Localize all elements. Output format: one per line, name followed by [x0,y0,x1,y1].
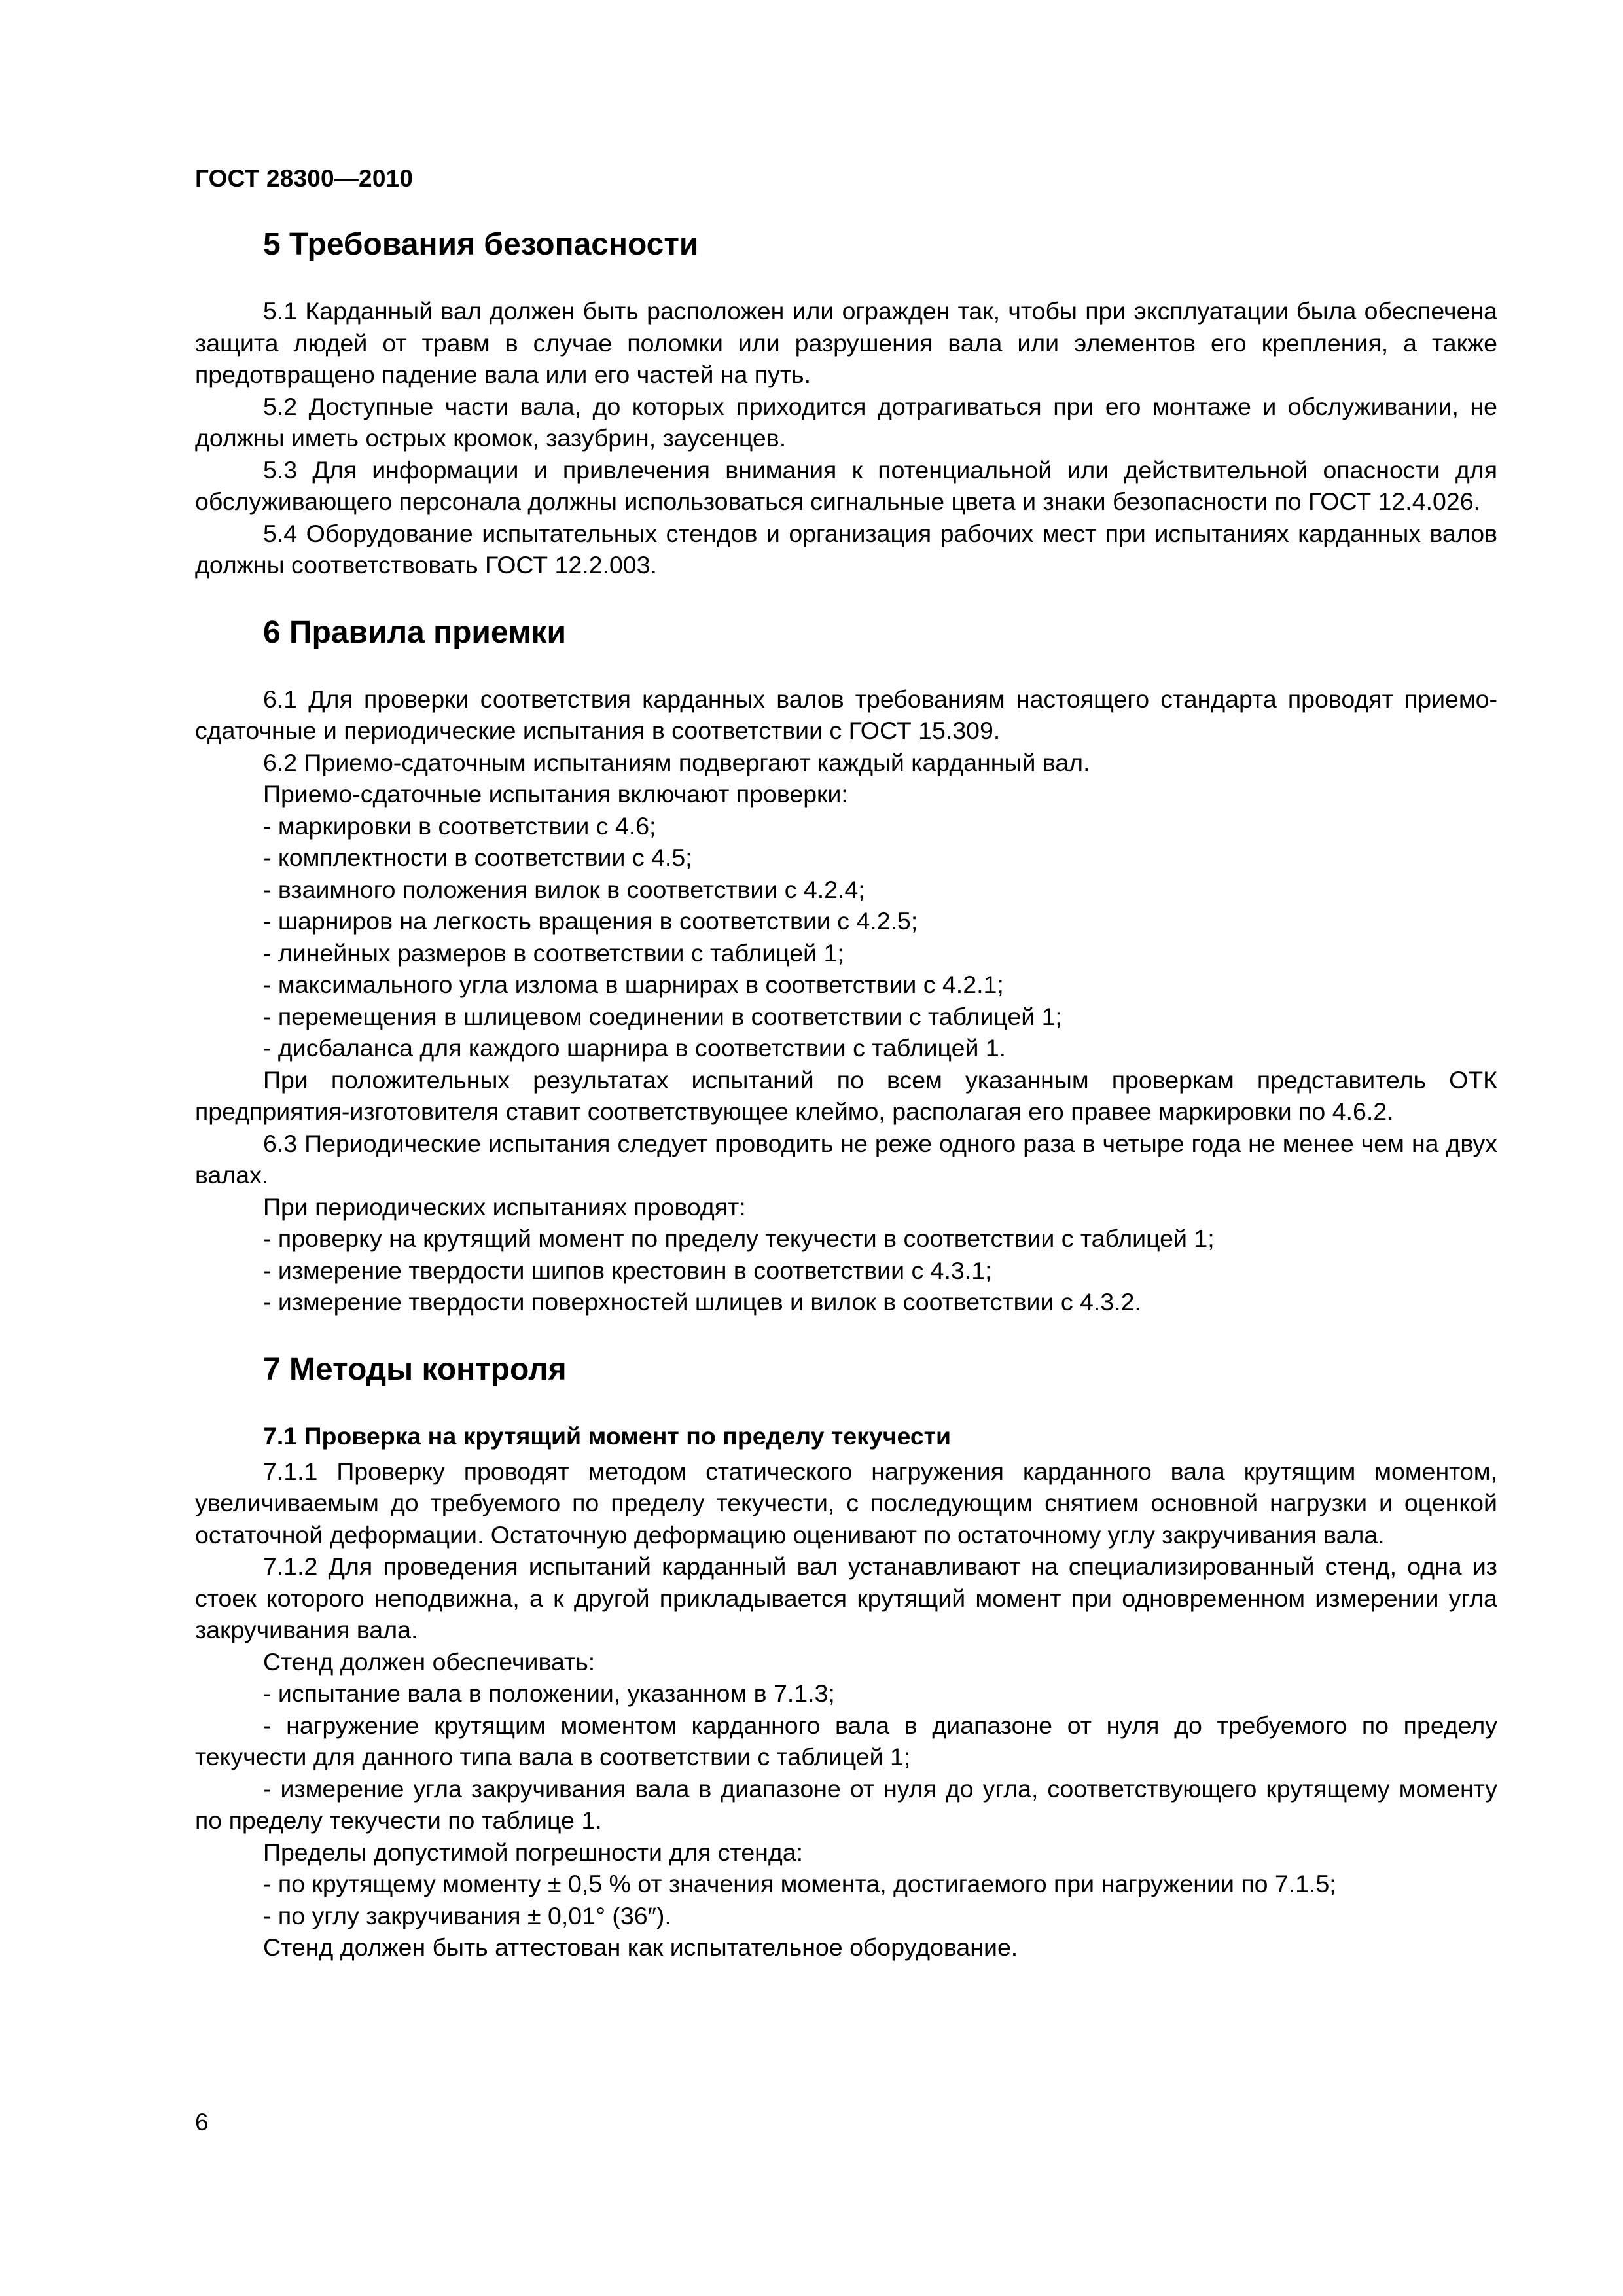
paragraph-5-2: 5.2 Доступные части вала, до которых приходится дотрагиваться при его монтаже и обслуживании, не должны иметь острых кромок, зазубрин, заусенцев. [195,392,1497,452]
paragraph-6-3: 6.3 Периодические испытания следует проводить не реже одного раза в четыре года не менее чем на двух валах. [195,1129,1497,1189]
section-7-title: 7 Методы контроля [263,1352,567,1387]
list-item: - по углу закручивания ± 0,01° (36″). [263,1901,671,1929]
list-item: - линейных размеров в соответствии с таблицей 1; [263,939,844,967]
paragraph-stand-intro: Стенд должен обеспечивать: [263,1647,596,1676]
list-item: - нагружение крутящим моментом карданного вала в диапазоне от нуля до требуемого по пределу текучести для данного типа вала в соответствии с таблицей 1; [195,1711,1497,1770]
document-body [195,226,1497,1964]
section-5-title: 5 Требования безопасности [263,227,699,262]
paragraph-7-1-1: 7.1.1 Проверку проводят методом статического нагружения карданного вала крутящим моментом, увеличиваемым до требуемого по пределу текучести, с последующим снятием основной нагрузки и оценкой остаточной деформации. Остаточную деформацию оценивают по остаточному углу закручивания вала. [195,1457,1497,1549]
paragraph-5-3: 5.3 Для информации и привлечения внимания к потенциальной или действительной опасности для обслуживающего персонала должны использоваться сигнальные цвета и знаки безопасности по ГОСТ 12.4.026. [195,456,1497,515]
list-item: - шарниров на легкость вращения в соответствии с 4.2.5; [263,907,918,935]
paragraph-periodic-intro: При периодических испытаниях проводят: [263,1193,746,1221]
list-item: - испытание вала в положении, указанном в 7.1.3; [263,1679,835,1707]
list-item: - перемещения в шлицевом соединении в соответствии с таблицей 1; [263,1002,1062,1030]
list-item: - по крутящему моменту ± 0,5 % от значения момента, достигаемого при нагружении по 7.1.5; [263,1870,1336,1897]
section-6-title: 6 Правила приемки [263,615,567,650]
paragraph-5-4: 5.4 Оборудование испытательных стендов и организация рабочих мест при испытаниях карданных валов должны соответствовать ГОСТ 12.2.003. [195,519,1497,579]
paragraph-6-2: 6.2 Приемо-сдаточным испытаниям подвергают каждый карданный вал. [263,748,1090,776]
list-item: - взаимного положения вилок в соответствии с 4.2.4; [263,875,865,903]
list-item: - проверку на крутящий момент по пределу текучести в соответствии с таблицей 1; [263,1225,1215,1252]
paragraph-acceptance-intro: Приемо-сдаточные испытания включают проверки: [263,780,848,808]
paragraph-5-1: 5.1 Карданный вал должен быть расположен или огражден так, чтобы при эксплуатации была обеспечена защита людей от травм в случае поломки или разрушения вала или элементов его крепления, а также предотвращено падение вала или его частей на путь. [195,297,1497,388]
list-item: - измерение твердости поверхностей шлицев и вилок в соответствии с 4.3.2. [263,1288,1141,1316]
list-item: - измерение твердости шипов крестовин в соответствии с 4.3.1; [263,1256,992,1284]
page-number: 6 [195,2109,209,2136]
paragraph-error-limits-intro: Пределы допустимой погрешности для стенда: [263,1838,804,1866]
list-item: - максимального угла излома в шарнирах в соответствии с 4.2.1; [263,971,1004,998]
document-header: ГОСТ 28300—2010 [195,165,414,192]
paragraph-otk-stamp: При положительных результатах испытаний по всем указанным проверкам представитель ОТК предприятия-изготовителя ставит соответствующее клеймо, располагая его правее маркировки по 4.6.2. [195,1066,1497,1125]
list-item: - измерение угла закручивания вала в диапазоне от нуля до угла, соответствующего крутящему моменту по пределу текучести по таблице 1. [195,1774,1497,1834]
subsection-7-1-title: 7.1 Проверка на крутящий момент по пределу текучести [263,1422,952,1450]
paragraph-stand-certification: Стенд должен быть аттестован как испытательное оборудование. [263,1933,1018,1961]
paragraph-7-1-2: 7.1.2 Для проведения испытаний карданный вал устанавливают на специализированный стенд, одна из стоек которого неподвижна, а к другой прикладывается крутящий момент при одновременном измерении угла закручивания вала. [195,1552,1497,1643]
list-item: - маркировки в соответствии с 4.6; [263,812,656,840]
list-item: - комплектности в соответствии с 4.5; [263,844,692,871]
list-item: - дисбаланса для каждого шарнира в соответствии с таблицей 1. [263,1034,1007,1062]
paragraph-6-1: 6.1 Для проверки соответствия карданных валов требованиям настоящего стандарта проводят приемо-сдаточные и периодические испытания в соответствии с ГОСТ 15.309. [195,685,1497,744]
